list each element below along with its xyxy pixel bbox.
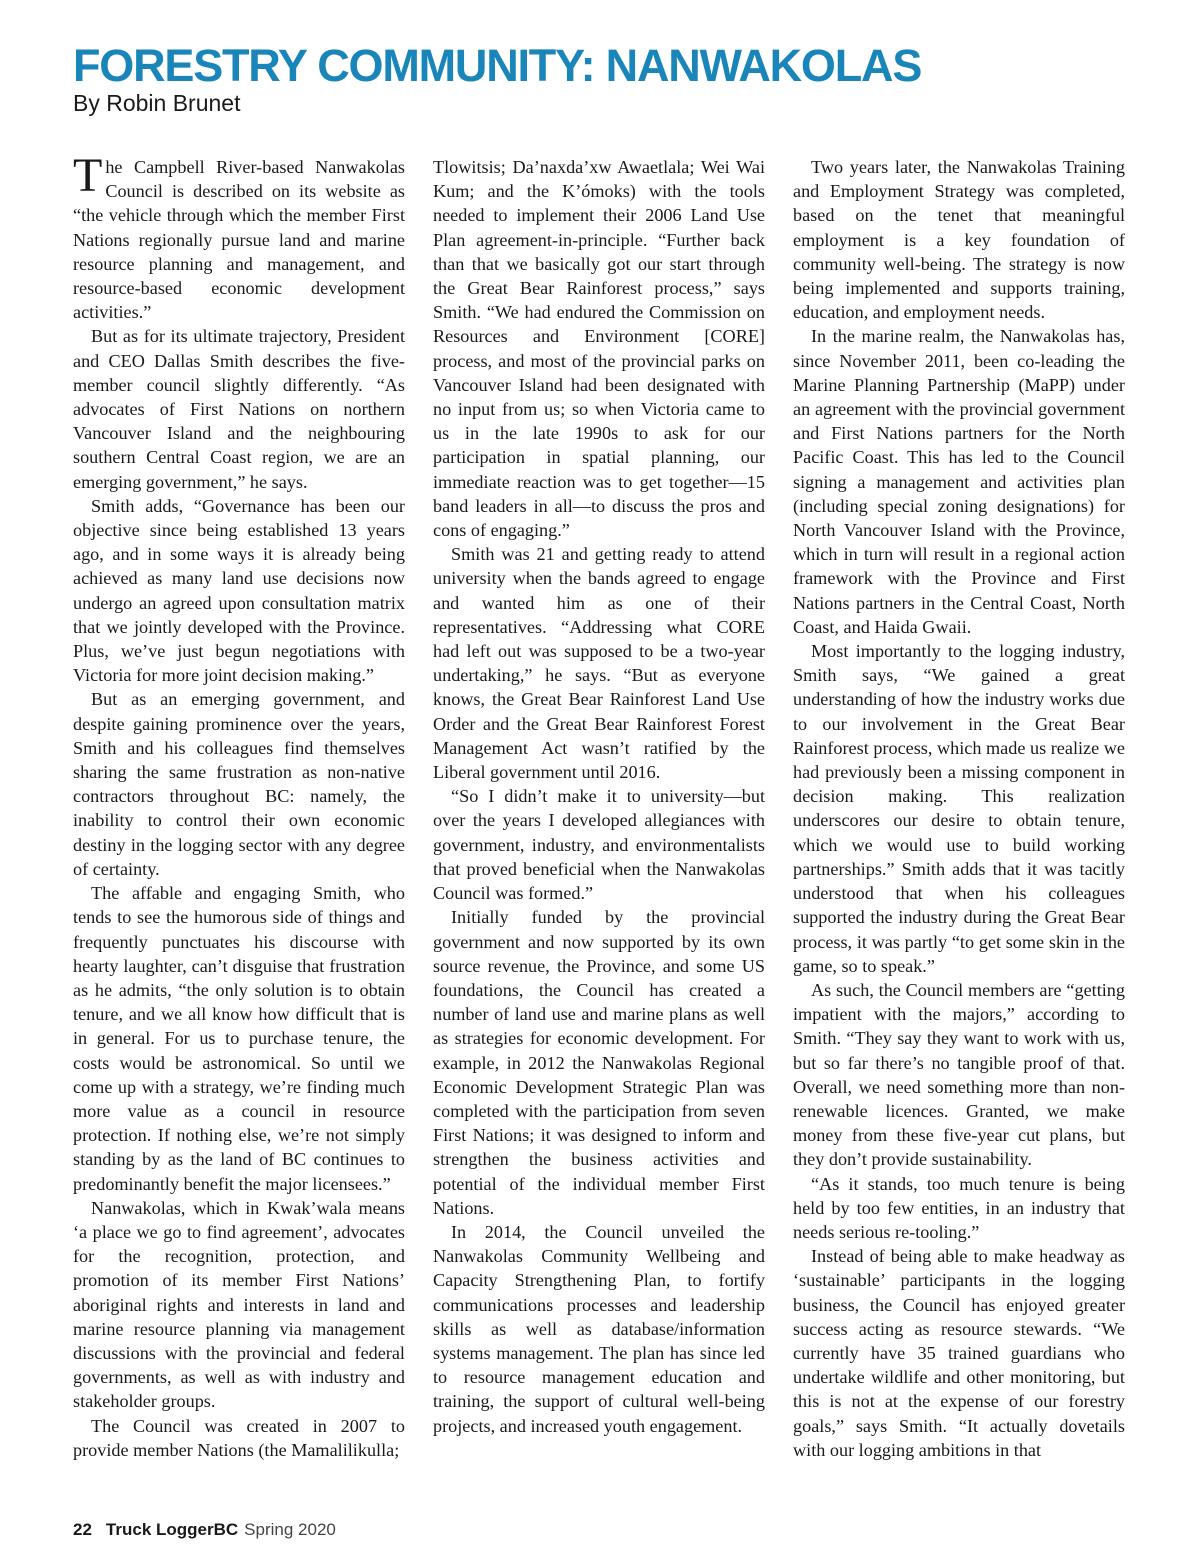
magazine-name: Truck LoggerBC: [105, 1520, 239, 1539]
article-column-1: [73, 149, 405, 1462]
paragraph: “As it stands, too much tenure is being held by too few entities, in an industry that needs serious re-tooling.”: [793, 1173, 1125, 1242]
paragraph: Most importantly to the logging industry, Smith says, “We gained a great understanding of how the industry works due to our involvement in the Great Bear Rainforest process, which made us realize we had previously been a missing component in decision making. This realization underscores our desire to obtain tenure, which we would use to build working partnerships.” Smith adds that it was tacitly understood that when his colleagues supported the industry during the Great Bear process, it was partly “to get some skin in the game, so to speak.”: [793, 641, 1125, 976]
paragraph: But as an emerging government, and despite gaining prominence over the years, Smith and his colleagues find themselves sharing the same frustration as non-native contractors throughout BC: namely, the inability to control their own economic destiny in the logging sector with any degree of certainty.: [73, 689, 405, 879]
page-footer: [73, 1520, 336, 1540]
paragraph: In 2014, the Council unveiled the Nanwakolas Community Wellbeing and Capacity Strengthening Plan, to fortify communications processes and leadership skills as well as database/information systems management. The plan has since led to resource management education and training, the support of cultural well-being projects, and increased youth engagement.: [433, 1221, 765, 1436]
paragraph: Smith was 21 and getting ready to attend university when the bands agreed to engage and wanted him as one of their representatives. “Addressing what CORE had left out was supposed to be a two-year undertaking,” he says. “But as everyone knows, the Great Bear Rainforest Land Use Order and the Great Bear Rainforest Forest Management Act wasn’t ratified by the Liberal government until 2016.: [433, 544, 765, 783]
paragraph: Tlowitsis; Da’naxda’xw Awaetlala; Wei Wai Kum; and the K’ómoks) with the tools needed to implement their 2006 Land Use Plan agreement-in-principle. “Further back than that we basically got our start through the Great Bear Rainforest process,” says Smith. “We had endured the Commission on Resources and Environment [CORE] process, and most of the provincial parks on Vancouver Island had been designated with no input from us; so when Victoria came to us in the late 1990s to ask for our participation in spatial planning, our immediate reaction was to get together—15 band leaders in all—to discuss the pros and cons of engaging.”: [433, 157, 765, 541]
paragraph: Smith adds, “Governance has been our objective since being established 13 years ago, and in some ways it is already being achieved as many land use decisions now undergo an agreed upon consultation matrix that we jointly developed with the Province. Plus, we’ve just begun negotiations with Victoria for more joint decision making.”: [73, 495, 405, 686]
drop-cap: T: [73, 149, 103, 202]
paragraph: As such, the Council members are “getting impatient with the majors,” according to Smith. “They say they want to work with us, but so far there’s no tangible proof of that. Overall, we need something more than non-renewable licences. Granted, we make money from these five-year cut plans, but they don’t provide sustainability.: [793, 979, 1125, 1170]
paragraph: Two years later, the Nanwakolas Training and Employment Strategy was completed, based on the tenet that meaningful employment is a key foundation of community well-being. The strategy is now being implemented and supports training, education, and employment needs.: [793, 157, 1125, 323]
paragraph: Nanwakolas, which in Kwak’wala means ‘a place we go to find agreement’, advocates for the recognition, protection, and promotion of its member First Nations’ aboriginal rights and interests in land and marine resource planning via management discussions with the provincial and federal governments, as well as with industry and stakeholder groups.: [73, 1197, 405, 1412]
article-title: FORESTRY COMMUNITY: NANWAKOLAS: [73, 40, 922, 91]
paragraph-text: he Campbell River-based Nanwakolas Council is described on its website as “the vehicle through which the member First Nations regionally pursue land and marine resource planning and management, and resource-based economic development activities.”: [73, 157, 405, 323]
paragraph: Initially funded by the provincial government and now supported by its own source revenue, the Province, and some US foundations, the Council has created a number of land use and marine plans as well as strategies for economic development. For example, in 2012 the Nanwakolas Regional Economic Development Strategic Plan was completed with the participation from seven First Nations; it was designed to inform and strengthen the business activities and potential of the individual member First Nations.: [433, 907, 765, 1218]
page-number: 22: [73, 1520, 92, 1539]
byline: By Robin Brunet: [73, 90, 241, 116]
paragraph: In the marine realm, the Nanwakolas has, since November 2011, been co-leading the Marine Planning Partnership (MaPP) under an agreement with the provincial government and First Nations partners for the North Pacific Coast. This has led to the Council signing a management and activities plan (including special zoning designations) for North Vancouver Island with the Province, which in turn will result in a regional action framework with the Province and First Nations partners in the Central Coast, North Coast, and Haida Gwaii.: [793, 326, 1125, 637]
paragraph: [73, 149, 405, 324]
article-column-2: [433, 155, 765, 1438]
issue-date: Spring 2020: [244, 1520, 336, 1539]
paragraph: “So I didn’t make it to university—but over the years I developed allegiances with government, industry, and environmentalists that proved beneficial when the Nanwakolas Council was formed.”: [433, 786, 765, 904]
paragraph: But as for its ultimate trajectory, President and CEO Dallas Smith describes the five-member council slightly differently. “As advocates of First Nations on northern Vancouver Island and the neighbouring southern Central Coast region, we are an emerging government,” he says.: [73, 326, 405, 492]
paragraph: Instead of being able to make headway as ‘sustainable’ participants in the logging business, the Council has enjoyed greater success acting as resource stewards. “We currently have 35 trained guardians who undertake wildlife and other monitoring, but this is not at the expense of our forestry goals,” says Smith. “It actually dovetails with our logging ambitions in that: [793, 1246, 1125, 1460]
article-column-3: [793, 155, 1125, 1462]
paragraph: The Council was created in 2007 to provide member Nations (the Mamalilikulla;: [73, 1415, 405, 1460]
paragraph: The affable and engaging Smith, who tends to see the humorous side of things and frequently punctuates his discourse with hearty laughter, can’t disguise that frustration as he admits, “the only solution is to obtain tenure, and we all know how difficult that is in general. For us to purchase tenure, the costs would be astronomical. So until we come up with a strategy, we’re finding much more value as a council in resource protection. If nothing else, we’re not simply standing by as the land of BC continues to predominantly benefit the major licensees.”: [73, 883, 405, 1194]
